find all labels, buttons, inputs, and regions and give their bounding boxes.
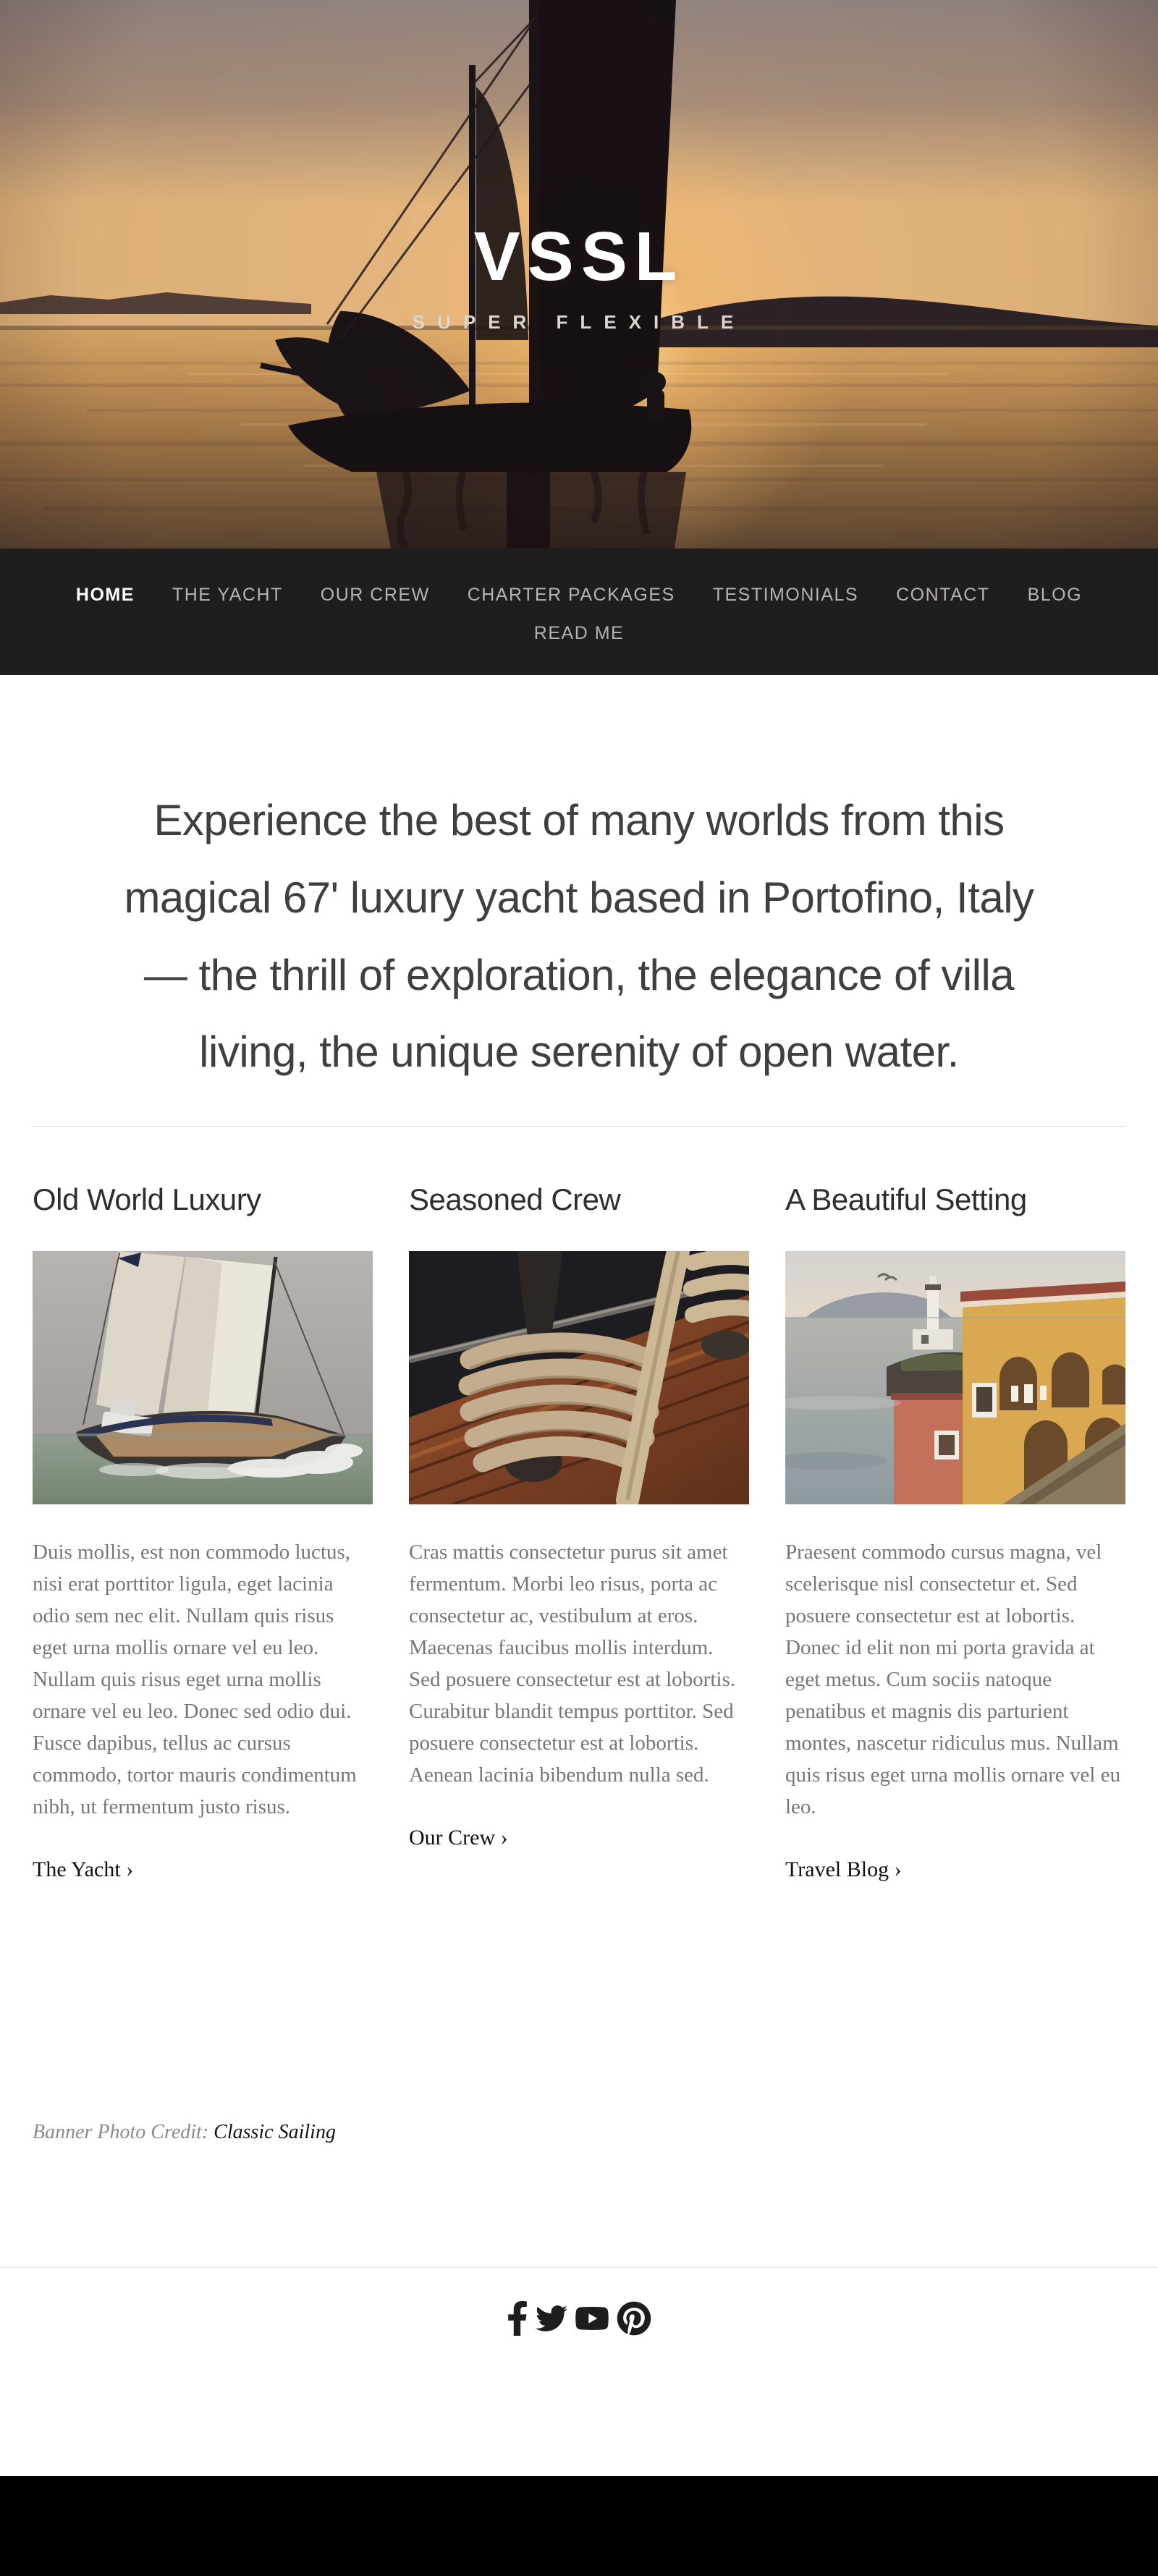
main-content	[0, 675, 1158, 2363]
coastal-village-photo	[785, 1251, 1125, 1504]
nav-row-secondary	[534, 623, 624, 644]
nav-item-testimonials[interactable]: TESTIMONIALS	[712, 585, 859, 605]
nav-item-home[interactable]: HOME	[75, 585, 135, 605]
feature-columns	[0, 1181, 1158, 1882]
credit-link[interactable]: Classic Sailing	[214, 2121, 336, 2144]
site-tagline: SUPER FLEXIBLE	[412, 311, 746, 333]
section-divider	[33, 1126, 1125, 1127]
rope-knot-photo	[409, 1251, 749, 1504]
column-heading: Old World Luxury	[33, 1182, 261, 1217]
column-body: Duis mollis, est non commodo luctus, nisi erat porttitor ligula, eget lacinia odio sem nec elit. Nullam quis risus eget urna mollis ornare vel eu leo. Nullam quis risus eget urna mollis ornare vel eu leo. Donec sed odio dui. Fusce dapibus, tellus ac cursus commodo, tortor mauris condimentum nibh, ut fermentum justo risus.	[33, 1540, 357, 1819]
nav-item-the-yacht[interactable]: THE YACHT	[172, 585, 283, 605]
column-body: Praesent commodo cursus magna, vel scelerisque nisl consectetur et. Sed posuere consectetur est at lobortis. Donec id elit non mi porta gravida at eget metus. Cum sociis natoque penatibus et magnis dis parturient montes, nascetur ridiculus mus. Nullam quis risus eget urna mollis ornare vel eu leo.	[785, 1540, 1121, 1819]
pinterest-icon[interactable]	[617, 2301, 651, 2336]
travel-blog-link[interactable]: Travel Blog ›	[785, 1857, 902, 1882]
nav-item-blog[interactable]: BLOG	[1027, 585, 1083, 605]
our-crew-link[interactable]: Our Crew ›	[409, 1826, 508, 1850]
footer-bar	[0, 2476, 1158, 2576]
column-heading: A Beautiful Setting	[785, 1182, 1027, 1217]
the-yacht-link[interactable]: The Yacht ›	[33, 1857, 134, 1882]
facebook-icon[interactable]	[507, 2301, 528, 2336]
nav-item-contact[interactable]: CONTACT	[896, 585, 990, 605]
column-body: Cras mattis consectetur purus sit amet fermentum. Morbi leo risus, porta ac consectetur ac, vestibulum at eros. Maecenas faucibus mollis interdum. Sed posuere consectetur est at lobortis. Curabitur blandit tempus porttitor. Sed posuere consectetur est at lobortis. Aenean lacinia bibendum nulla sed.	[409, 1540, 735, 1787]
credit-label: Banner Photo Credit:	[33, 2121, 214, 2144]
banner-photo-credit	[33, 2121, 1125, 2144]
site-logo: VSSL	[473, 218, 685, 295]
nav-row-primary	[76, 585, 1082, 606]
column-heading: Seasoned Crew	[409, 1182, 621, 1217]
main-navigation	[0, 548, 1158, 675]
youtube-icon[interactable]	[575, 2301, 609, 2336]
column-a-beautiful-setting	[785, 1181, 1125, 1882]
social-links	[0, 2267, 1158, 2363]
column-old-world-luxury	[33, 1181, 373, 1882]
twitter-icon[interactable]	[536, 2301, 567, 2336]
nav-item-read-me[interactable]: READ ME	[533, 623, 625, 643]
hero-banner	[0, 0, 1158, 548]
column-seasoned-crew	[409, 1181, 749, 1882]
sunset-sailboat-image	[0, 0, 1158, 548]
nav-item-our-crew[interactable]: OUR CREW	[320, 585, 430, 605]
intro-statement: Experience the best of many worlds from this magical 67' luxury yacht based in Portofino, Italy — the thrill of exploration, the elegance of villa living, the unique serenity of open water.	[124, 796, 1034, 1077]
sailing-yacht-photo	[33, 1251, 373, 1504]
nav-item-charter-packages[interactable]: CHARTER PACKAGES	[467, 585, 675, 605]
